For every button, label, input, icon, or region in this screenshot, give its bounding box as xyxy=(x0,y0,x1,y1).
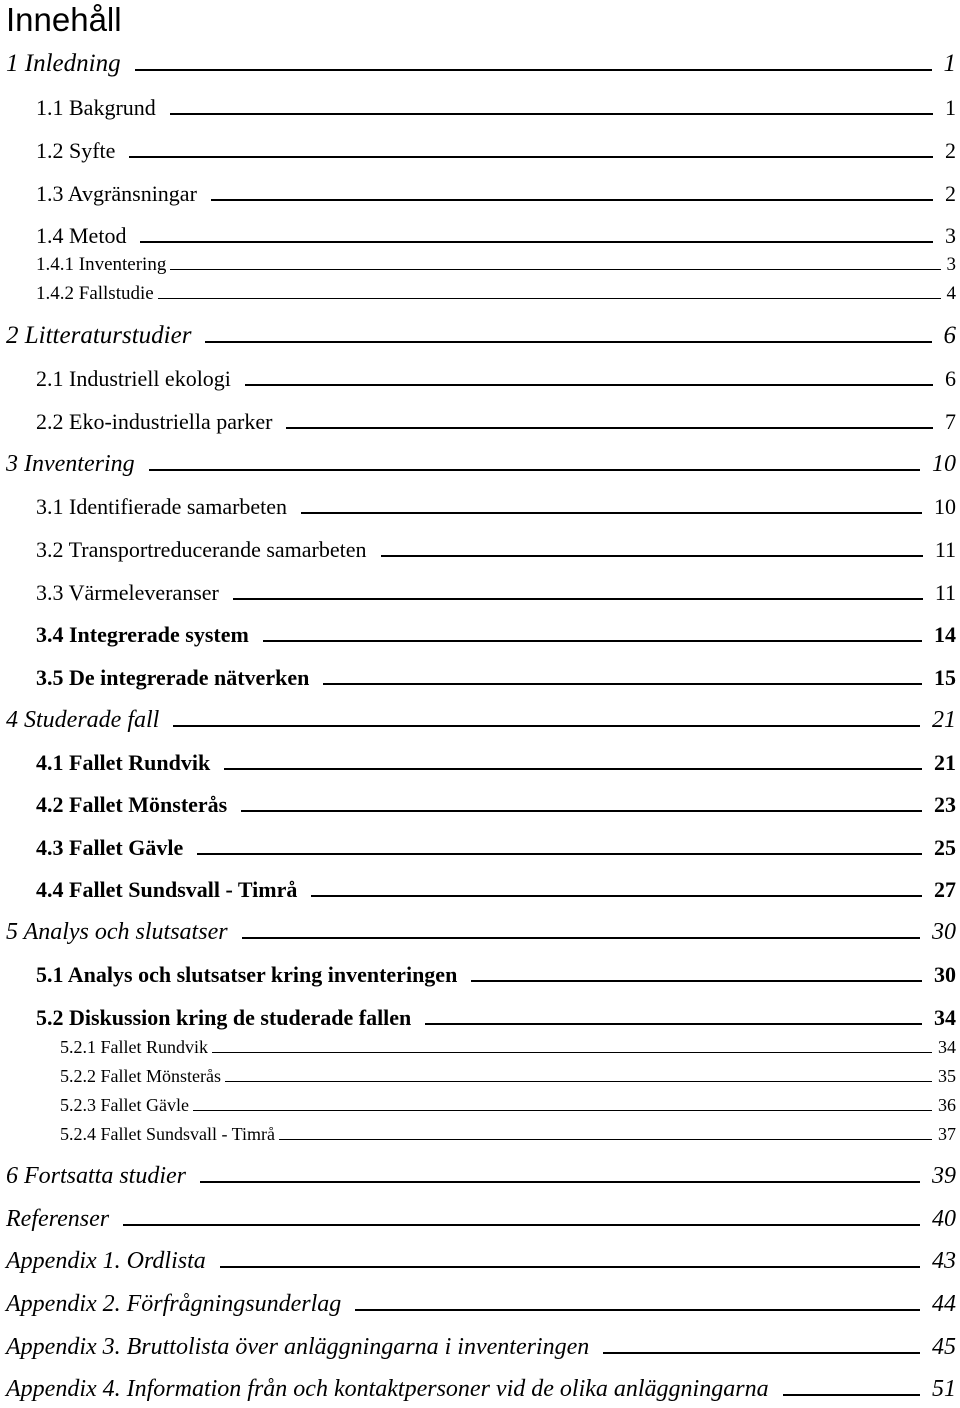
toc-entry-2-1[interactable] xyxy=(36,366,956,392)
toc-entry-page: 21 xyxy=(934,750,956,775)
leader-line xyxy=(123,1223,920,1226)
toc-entry-label: 1.4.1 Inventering xyxy=(36,254,167,275)
toc-entry-label: 2.2 Eko-industriella parker xyxy=(36,409,273,434)
toc-entry-3-1[interactable] xyxy=(36,494,956,520)
toc-entry-1-1[interactable] xyxy=(36,95,956,121)
toc-entry-page: 7 xyxy=(945,409,956,434)
toc-entry-page: 45 xyxy=(932,1334,956,1360)
leader-line xyxy=(323,682,922,685)
toc-entry-appendix-4[interactable] xyxy=(6,1376,956,1403)
toc-entry-page: 27 xyxy=(934,877,956,902)
toc-entry-5-1[interactable] xyxy=(36,962,956,988)
toc-entry-page: 15 xyxy=(934,665,956,690)
toc-entry-page: 14 xyxy=(934,622,956,647)
toc-entry-label: 2 Litteraturstudier xyxy=(6,322,192,349)
leader-line xyxy=(170,112,933,115)
toc-entry-3-4[interactable] xyxy=(36,622,956,648)
toc-entry-label: 2.1 Industriell ekologi xyxy=(36,366,231,391)
toc-entry-5-2-4[interactable] xyxy=(60,1124,956,1145)
leader-line xyxy=(241,809,922,812)
toc-entry-label: 5.1 Analys och slutsatser kring inventeringen xyxy=(36,962,458,987)
toc-entry-5-2-2[interactable] xyxy=(60,1066,956,1087)
toc-entry-label: Referenser xyxy=(6,1206,110,1232)
toc-entry-1-4-1[interactable] xyxy=(36,254,956,276)
toc-entry-3-3[interactable] xyxy=(36,580,956,606)
leader-line xyxy=(149,468,920,471)
leader-line xyxy=(200,1180,920,1183)
toc-entry-label: 3.2 Transportreducerande samarbeten xyxy=(36,537,367,562)
toc-entry-label: 5.2.2 Fallet Mönsterås xyxy=(60,1066,221,1086)
leader-line xyxy=(170,268,940,270)
toc-entry-page: 11 xyxy=(934,580,956,605)
toc-entry-label: 1.2 Syfte xyxy=(36,138,116,163)
leader-line xyxy=(471,979,922,982)
leader-line xyxy=(311,894,922,897)
leader-line xyxy=(129,155,933,158)
leader-line xyxy=(425,1022,922,1025)
toc-entry-page: 37 xyxy=(938,1124,956,1144)
toc-entry-page: 1 xyxy=(945,95,956,120)
leader-line xyxy=(263,639,922,642)
leader-line xyxy=(173,724,920,727)
toc-entry-label: Appendix 3. Bruttolista över anläggningarna i inventeringen xyxy=(6,1334,590,1360)
toc-entry-2-2[interactable] xyxy=(36,409,956,435)
toc-entry-page: 23 xyxy=(934,792,956,817)
toc-entry-label: 4.2 Fallet Mönsterås xyxy=(36,792,228,817)
toc-entry-label: 3.5 De integrerade nätverken xyxy=(36,665,310,690)
toc-entry-1-3[interactable] xyxy=(36,181,956,207)
toc-entry-label: 5.2.1 Fallet Rundvik xyxy=(60,1037,208,1057)
leader-line xyxy=(301,511,922,514)
leader-line xyxy=(158,297,941,299)
toc-entry-1[interactable] xyxy=(6,50,956,78)
toc-entry-page: 2 xyxy=(945,138,956,163)
toc-entry-label: 1 Inledning xyxy=(6,50,121,77)
toc-entry-label: Appendix 1. Ordlista xyxy=(6,1248,206,1274)
toc-entry-label: Appendix 2. Förfrågningsunderlag xyxy=(6,1291,342,1317)
leader-line xyxy=(245,383,933,386)
toc-entry-label: 1.4 Metod xyxy=(36,223,127,248)
toc-entry-label: Appendix 4. Information från och kontaktpersoner vid de olika anläggningarna xyxy=(6,1376,769,1402)
toc-entry-label: 3.1 Identifierade samarbeten xyxy=(36,494,288,519)
leader-line xyxy=(140,240,933,243)
leader-line xyxy=(783,1393,920,1396)
toc-entry-4-3[interactable] xyxy=(36,835,956,861)
toc-entry-4-1[interactable] xyxy=(36,750,956,776)
toc-entry-page: 21 xyxy=(932,707,956,733)
leader-line xyxy=(381,554,923,557)
toc-entry-page: 34 xyxy=(934,1005,956,1030)
toc-entry-label: 5.2.3 Fallet Gävle xyxy=(60,1095,189,1115)
toc-entry-page: 4 xyxy=(946,283,956,304)
leader-line xyxy=(211,198,933,201)
toc-entry-page: 30 xyxy=(932,919,956,945)
toc-entry-page: 10 xyxy=(934,494,956,519)
toc-entry-label: 6 Fortsatta studier xyxy=(6,1163,187,1189)
toc-entry-page: 44 xyxy=(932,1291,956,1317)
leader-line xyxy=(205,340,931,343)
toc-entry-label: 3 Inventering xyxy=(6,451,135,477)
leader-line xyxy=(242,936,920,939)
page-title: Innehåll xyxy=(6,1,122,38)
toc-entry-page: 35 xyxy=(938,1066,956,1086)
toc-entry-page: 3 xyxy=(946,254,956,275)
leader-line xyxy=(212,1051,932,1053)
toc-entry-4[interactable] xyxy=(6,707,956,734)
toc-entry-5-2[interactable] xyxy=(36,1005,956,1031)
toc-entry-page: 10 xyxy=(932,451,956,477)
toc-entry-appendix-2[interactable] xyxy=(6,1291,956,1318)
toc-entry-label: 1.4.2 Fallstudie xyxy=(36,283,154,304)
toc-entry-5[interactable] xyxy=(6,919,956,946)
toc-entry-page: 34 xyxy=(938,1037,956,1057)
leader-line xyxy=(220,1265,920,1268)
toc-entry-3-2[interactable] xyxy=(36,537,956,563)
toc-entry-label: 1.3 Avgränsningar xyxy=(36,181,197,206)
leader-line xyxy=(135,68,932,71)
toc-entry-page: 30 xyxy=(934,962,956,987)
toc-entry-page: 36 xyxy=(938,1095,956,1115)
toc-entry-page: 51 xyxy=(932,1376,956,1402)
leader-line xyxy=(279,1138,932,1140)
leader-line xyxy=(603,1351,920,1354)
toc-entry-label: 5.2 Diskussion kring de studerade fallen xyxy=(36,1005,412,1030)
toc-entry-label: 4.1 Fallet Rundvik xyxy=(36,750,211,775)
toc-entry-page: 2 xyxy=(945,181,956,206)
leader-line xyxy=(193,1109,932,1111)
toc-entry-1-4[interactable] xyxy=(36,223,956,249)
toc-entry-appendix-1[interactable] xyxy=(6,1248,956,1275)
toc-entry-label: 1.1 Bakgrund xyxy=(36,95,156,120)
toc-entry-4-2[interactable] xyxy=(36,792,956,818)
toc-entry-2[interactable] xyxy=(6,322,956,350)
leader-line xyxy=(286,426,933,429)
toc-entry-label: 3.3 Värmeleveranser xyxy=(36,580,219,605)
toc-entry-referenser[interactable] xyxy=(6,1206,956,1233)
toc-entry-page: 6 xyxy=(943,322,956,349)
toc-entry-page: 39 xyxy=(932,1163,956,1189)
toc-entry-3-5[interactable] xyxy=(36,665,956,691)
toc-entry-label: 4.4 Fallet Sundsvall - Timrå xyxy=(36,877,298,902)
toc-entry-label: 5.2.4 Fallet Sundsvall - Timrå xyxy=(60,1124,276,1144)
toc-entry-1-4-2[interactable] xyxy=(36,283,956,305)
toc-entry-page: 6 xyxy=(945,366,956,391)
toc-entry-1-2[interactable] xyxy=(36,138,956,164)
leader-line xyxy=(197,852,922,855)
toc-entry-label: 5 Analys och slutsatser xyxy=(6,919,228,945)
toc-entry-label: 3.4 Integrerade system xyxy=(36,622,249,647)
toc-entry-4-4[interactable] xyxy=(36,877,956,903)
leader-line xyxy=(355,1308,920,1311)
leader-line xyxy=(224,767,922,770)
toc-entry-page: 25 xyxy=(934,835,956,860)
leader-line xyxy=(233,597,923,600)
toc-entry-5-2-1[interactable] xyxy=(60,1037,956,1058)
toc-entry-5-2-3[interactable] xyxy=(60,1095,956,1116)
toc-entry-page: 1 xyxy=(943,50,956,77)
leader-line xyxy=(225,1080,932,1082)
toc-entry-label: 4 Studerade fall xyxy=(6,707,160,733)
toc-entry-page: 11 xyxy=(934,537,956,562)
toc-entry-appendix-3[interactable] xyxy=(6,1334,956,1361)
toc-entry-6[interactable] xyxy=(6,1163,956,1190)
toc-entry-3[interactable] xyxy=(6,451,956,478)
toc-entry-label: 4.3 Fallet Gävle xyxy=(36,835,184,860)
toc-entry-page: 40 xyxy=(932,1206,956,1232)
toc-entry-page: 3 xyxy=(945,223,956,248)
toc-entry-page: 43 xyxy=(932,1248,956,1274)
